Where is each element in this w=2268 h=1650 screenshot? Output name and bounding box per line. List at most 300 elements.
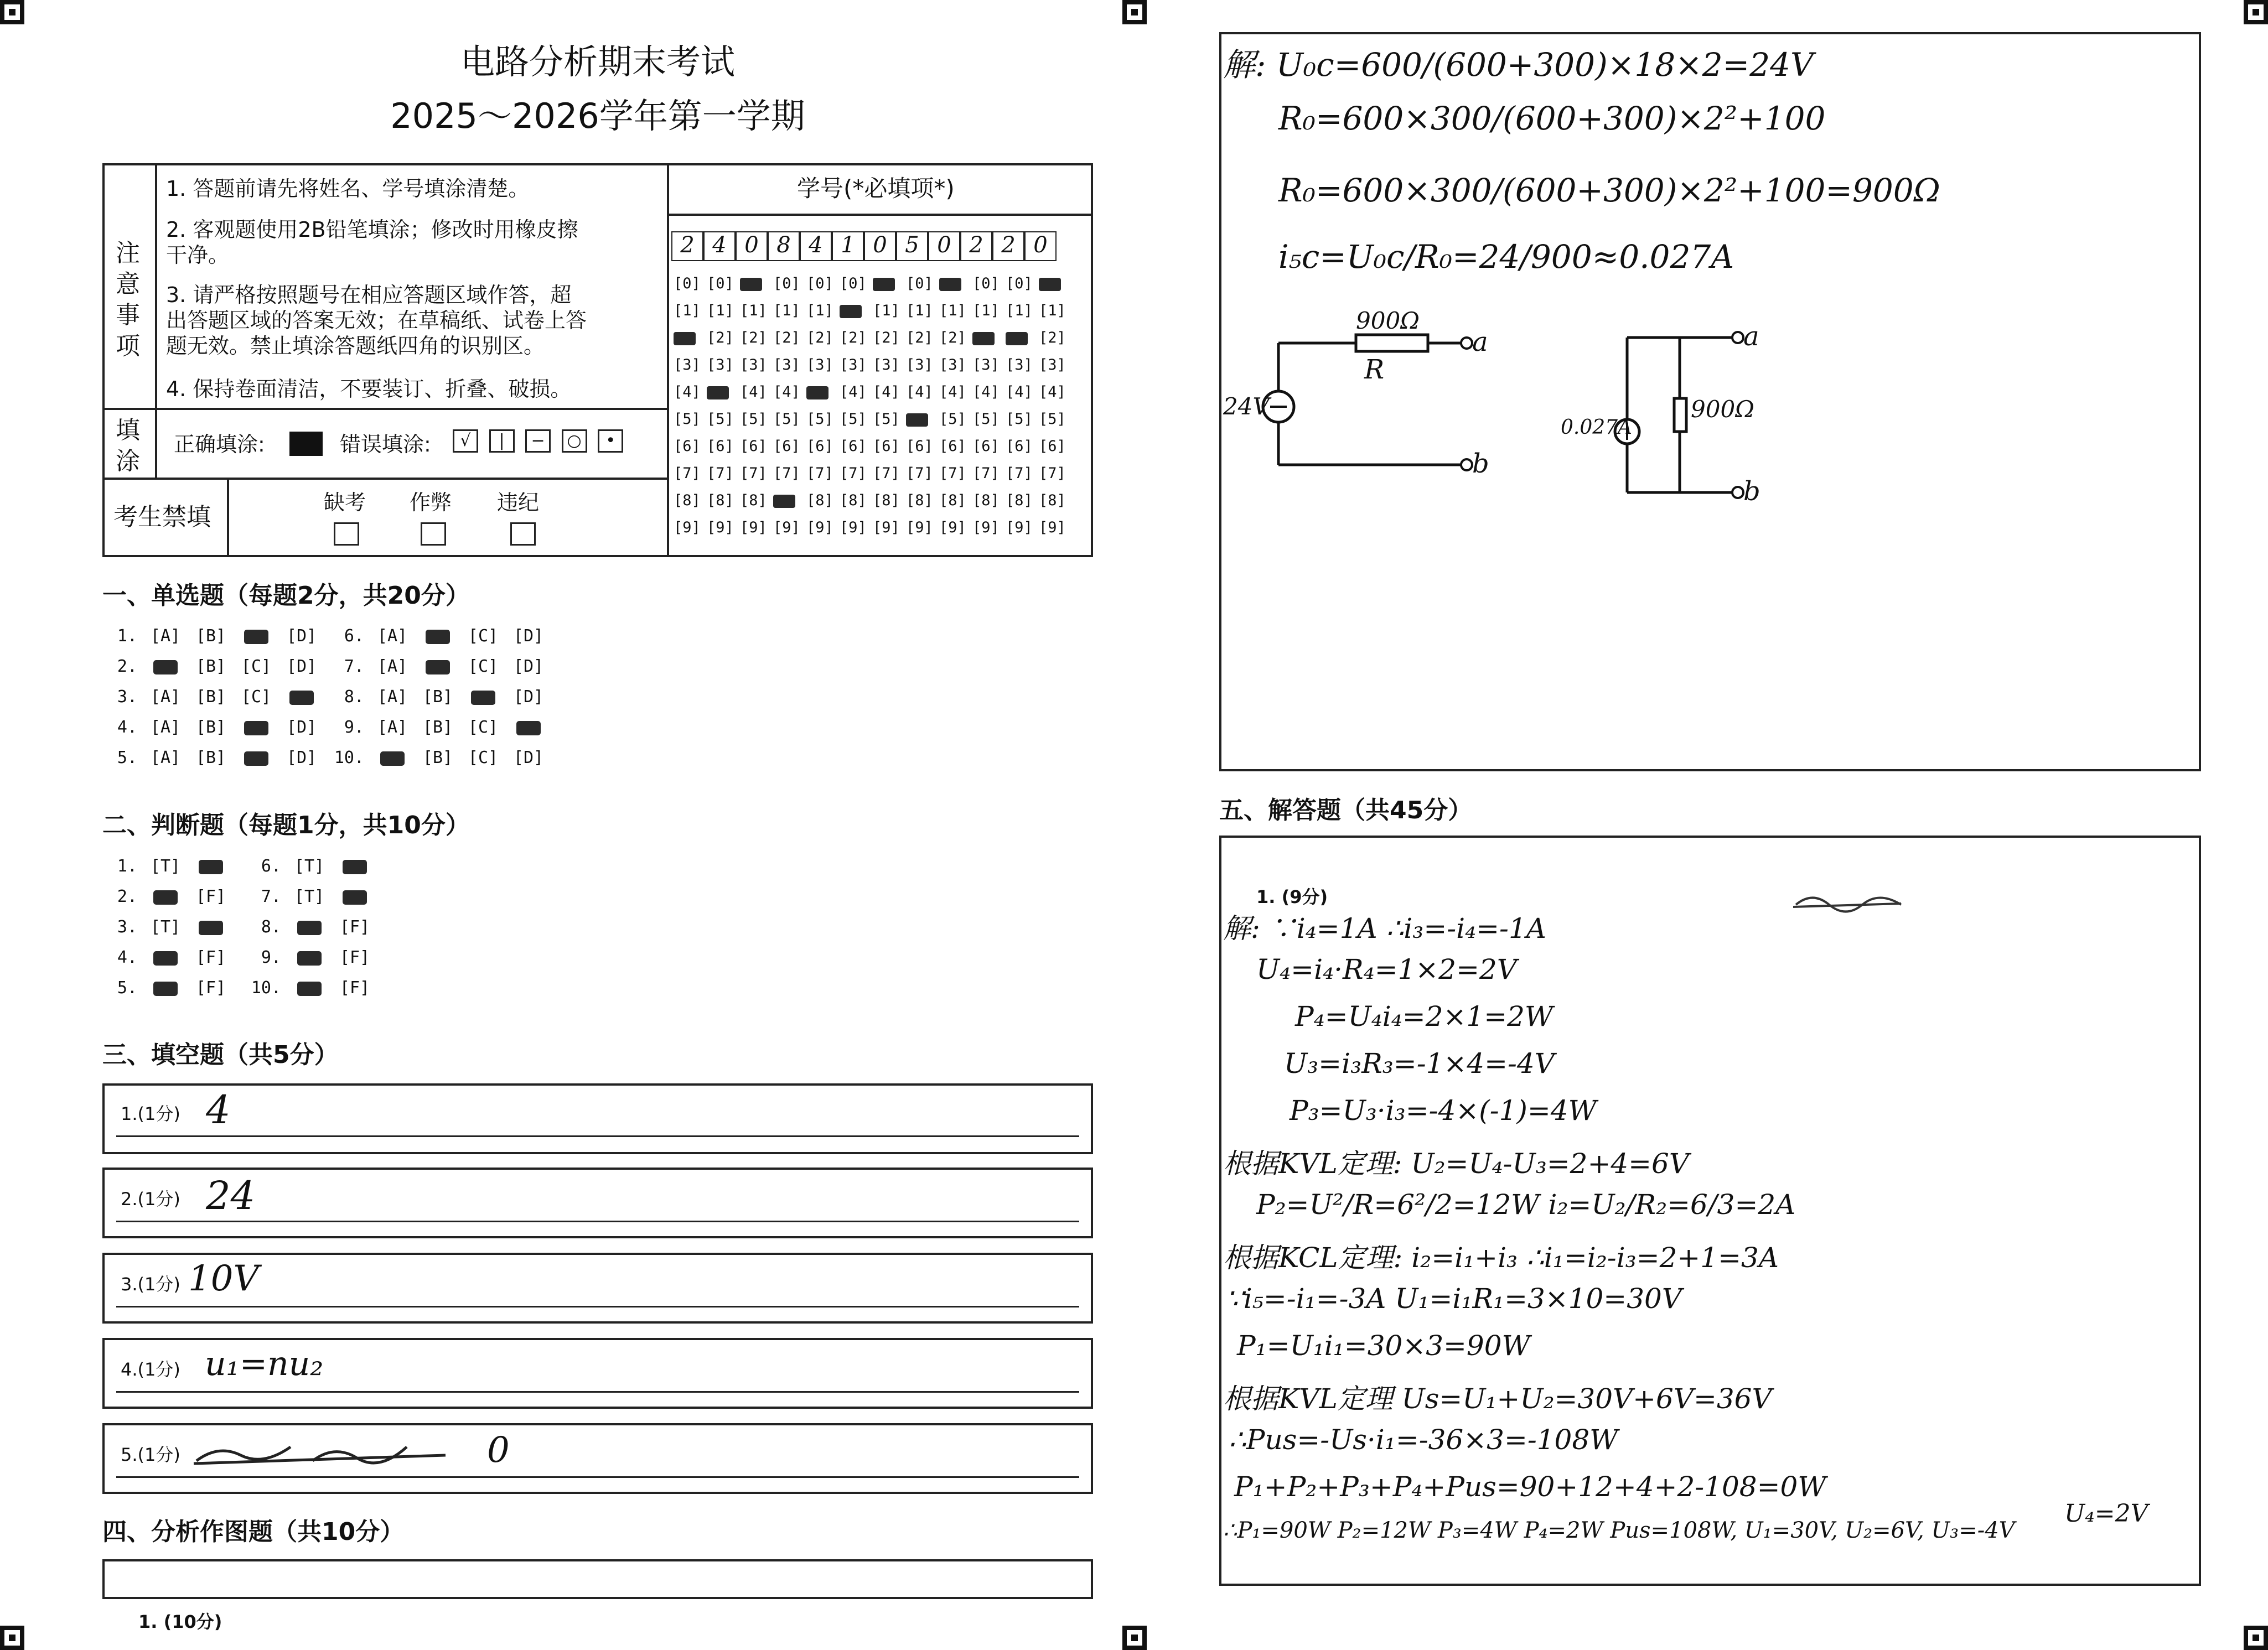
id-bubble-row — [674, 383, 1072, 401]
question-number: 2. — [117, 887, 137, 906]
id-digit: 2 — [960, 231, 992, 261]
id-bubble[interactable]: [7] — [840, 465, 867, 482]
id-bubble[interactable]: [1] — [972, 302, 1000, 319]
id-bubble[interactable]: [6] — [1006, 438, 1033, 455]
banned-violation-checkbox[interactable] — [510, 522, 536, 546]
id-bubble[interactable]: [2] — [1039, 329, 1066, 346]
id-bubble[interactable]: [1] — [674, 302, 701, 319]
id-bubble-filled[interactable] — [1006, 329, 1039, 346]
option-filled[interactable] — [297, 951, 322, 966]
id-bubble[interactable]: [8] — [740, 492, 767, 509]
id-bubble[interactable]: [5] — [707, 411, 734, 428]
filled-mark — [840, 305, 862, 318]
section-fill-blank-title: 三、填空题（共5分） — [102, 1041, 339, 1069]
id-bubble[interactable]: [5] — [674, 411, 701, 428]
option-a[interactable]: [A] — [150, 748, 181, 767]
notice-item-2: 2. 客观题使用2B铅笔填涂；修改时用橡皮擦 — [166, 217, 578, 242]
id-bubble[interactable]: [0] — [906, 275, 933, 292]
corner-mark-top-left — [0, 0, 24, 24]
id-bubble[interactable]: [5] — [873, 411, 900, 428]
id-bubble[interactable]: [0] — [840, 275, 867, 292]
option-b[interactable]: [B] — [422, 718, 453, 737]
id-bubble[interactable]: [9] — [1006, 519, 1033, 536]
option-c[interactable]: [C] — [468, 748, 499, 767]
id-bubble[interactable]: [3] — [806, 356, 833, 373]
option-d[interactable]: [D] — [513, 657, 544, 676]
question-number: 8. — [261, 917, 281, 937]
option-filled[interactable] — [289, 691, 314, 705]
essay-line: U₃=i₃R₃=-1×4=-4V — [1284, 1047, 1555, 1080]
option-b[interactable]: [B] — [195, 718, 226, 737]
question-number: 5. — [117, 978, 137, 998]
id-bubble-filled[interactable] — [873, 275, 906, 292]
option-filled[interactable] — [244, 721, 268, 735]
option-b[interactable]: [B] — [422, 687, 453, 707]
circuit-terminal-b: b — [1472, 448, 1489, 479]
id-bubble[interactable]: [2] — [840, 329, 867, 346]
id-digit: 4 — [703, 231, 736, 261]
option-filled[interactable] — [471, 691, 495, 705]
id-bubble[interactable]: [6] — [873, 438, 900, 455]
fill-blank-box-1 — [102, 1083, 1093, 1154]
id-bubble[interactable]: [3] — [773, 356, 800, 373]
id-bubble[interactable]: [4] — [873, 383, 900, 401]
option-f[interactable]: [F] — [195, 887, 226, 906]
answer-line — [116, 1391, 1079, 1393]
essay-line: U₄=i₄·R₄=1×2=2V — [1256, 953, 1517, 985]
notice-item-3: 3. 请严格按照题号在相应答题区域作答，超 — [166, 283, 572, 307]
fill-blank-label-1: 1.(1分) — [121, 1103, 180, 1124]
id-bubble[interactable]: [2] — [873, 329, 900, 346]
circuit-terminal-a: a — [1472, 326, 1488, 357]
option-filled[interactable] — [153, 890, 178, 905]
section-analysis-title: 四、分析作图题（共10分） — [102, 1518, 405, 1546]
id-bubble[interactable]: [7] — [873, 465, 900, 482]
id-bubble[interactable]: [1] — [1006, 302, 1033, 319]
tf-question-row — [249, 887, 377, 906]
tf-question-row — [249, 948, 377, 967]
tf-question-row — [249, 978, 377, 998]
id-bubble[interactable]: [4] — [1039, 383, 1066, 401]
mcq-question-row — [105, 718, 324, 737]
filled-mark — [740, 278, 762, 291]
id-bubble[interactable]: [8] — [939, 492, 966, 509]
option-c[interactable]: [C] — [468, 626, 499, 646]
option-a[interactable]: [A] — [377, 626, 408, 646]
id-bubble[interactable]: [1] — [873, 302, 900, 319]
id-bubble[interactable]: [7] — [939, 465, 966, 482]
circuit-source-label: 24V — [1223, 393, 1270, 420]
id-bubble[interactable]: [7] — [707, 465, 734, 482]
id-bubble[interactable]: [1] — [939, 302, 966, 319]
id-bubble[interactable]: [6] — [972, 438, 1000, 455]
option-d[interactable]: [D] — [286, 657, 317, 676]
id-bubble[interactable]: [6] — [806, 438, 833, 455]
id-bubble[interactable]: [1] — [740, 302, 767, 319]
wrong-sample-check: √ — [453, 429, 478, 453]
id-bubble[interactable]: [2] — [806, 329, 833, 346]
essay-line: P₄=U₄i₄=2×1=2W — [1295, 1000, 1554, 1032]
divider — [102, 408, 668, 410]
essay-line: ∵i₅=-i₁=-3A U₁=i₁R₁=3×10=30V — [1226, 1283, 1682, 1315]
option-filled[interactable] — [297, 921, 322, 935]
id-bubble[interactable]: [4] — [939, 383, 966, 401]
question-number: 9. — [261, 948, 281, 967]
id-bubble[interactable]: [9] — [840, 519, 867, 536]
id-bubble[interactable]: [9] — [740, 519, 767, 536]
divider — [667, 214, 1093, 216]
option-f[interactable]: [F] — [339, 948, 370, 967]
thevenin-line-3: R₀=600×300/(600+300)×2²+100=900Ω — [1278, 172, 1940, 209]
option-c[interactable]: [C] — [241, 657, 272, 676]
option-filled[interactable] — [426, 660, 450, 674]
id-bubble[interactable]: [0] — [972, 275, 1000, 292]
norton-source-label: 0.027A — [1561, 416, 1633, 439]
id-bubble[interactable]: [8] — [806, 492, 833, 509]
id-digit: 2 — [992, 231, 1024, 261]
mcq-question-row — [105, 748, 324, 767]
option-d[interactable]: [D] — [286, 626, 317, 646]
option-a[interactable]: [A] — [150, 718, 181, 737]
id-bubble[interactable]: [4] — [773, 383, 800, 401]
id-bubble[interactable]: [3] — [906, 356, 933, 373]
id-bubble[interactable]: [9] — [939, 519, 966, 536]
id-bubble-filled[interactable] — [939, 275, 972, 292]
id-bubble[interactable]: [4] — [972, 383, 1000, 401]
id-bubble[interactable]: [1] — [906, 302, 933, 319]
divider — [227, 478, 229, 557]
question-number: 10. — [251, 978, 281, 998]
filled-mark — [674, 332, 696, 345]
fill-blank-label-3: 3.(1分) — [121, 1274, 180, 1295]
answer-line — [116, 1221, 1079, 1222]
mcq-question-row — [105, 657, 324, 676]
id-bubble[interactable]: [6] — [840, 438, 867, 455]
option-a[interactable]: [A] — [150, 626, 181, 646]
id-bubble[interactable]: [8] — [1039, 492, 1066, 509]
option-filled[interactable] — [199, 860, 223, 874]
id-bubble[interactable]: [3] — [707, 356, 734, 373]
id-bubble[interactable]: [4] — [740, 383, 767, 401]
tf-question-row — [249, 917, 377, 937]
id-bubble-row — [674, 329, 1072, 346]
fill-wrong-samples — [453, 429, 623, 453]
option-filled[interactable] — [343, 890, 367, 905]
option-f[interactable]: [F] — [195, 948, 226, 967]
essay-line: ∴Pus=-Us·i₁=-36×3=-108W — [1229, 1424, 1618, 1456]
id-bubble[interactable]: [1] — [1039, 302, 1066, 319]
fill-correct-sample — [289, 432, 323, 456]
notice-label: 注意事项 — [116, 239, 140, 360]
option-d[interactable]: [D] — [286, 718, 317, 737]
id-bubble[interactable]: [5] — [1039, 411, 1066, 428]
id-bubble[interactable]: [6] — [906, 438, 933, 455]
option-c[interactable]: [C] — [468, 718, 499, 737]
norton-terminal-a: a — [1743, 321, 1759, 352]
id-bubble-row — [674, 438, 1072, 455]
divider — [155, 163, 157, 409]
id-bubble[interactable]: [5] — [773, 411, 800, 428]
id-bubble[interactable]: [7] — [674, 465, 701, 482]
banned-cheat-checkbox[interactable] — [421, 522, 446, 546]
id-bubble[interactable]: [4] — [906, 383, 933, 401]
option-d[interactable]: [D] — [286, 748, 317, 767]
id-bubble[interactable]: [2] — [740, 329, 767, 346]
question-number: 6. — [261, 857, 281, 876]
id-bubble[interactable]: [8] — [707, 492, 734, 509]
id-bubble[interactable]: [7] — [806, 465, 833, 482]
id-bubble-row — [674, 492, 1072, 509]
question-number: 3. — [117, 917, 137, 937]
id-bubble[interactable]: [5] — [972, 411, 1000, 428]
id-bubble[interactable]: [6] — [674, 438, 701, 455]
id-bubble[interactable]: [3] — [840, 356, 867, 373]
id-bubble[interactable]: [7] — [773, 465, 800, 482]
mcq-question-row — [105, 687, 324, 707]
fill-wrong-label: 错误填涂: — [340, 432, 431, 456]
option-filled[interactable] — [297, 982, 322, 996]
option-t[interactable]: [T] — [294, 857, 325, 876]
id-bubble[interactable]: [6] — [1039, 438, 1066, 455]
wrong-sample-bar: | — [489, 429, 515, 453]
option-f[interactable]: [F] — [339, 917, 370, 937]
option-d[interactable]: [D] — [513, 748, 544, 767]
essay-line: P₁=U₁i₁=30×3=90W — [1237, 1330, 1530, 1362]
option-filled[interactable] — [343, 860, 367, 874]
id-bubble[interactable]: [8] — [1006, 492, 1033, 509]
notice-item-2b: 干净。 — [166, 243, 230, 267]
option-a[interactable]: [A] — [377, 718, 408, 737]
corner-mark-bottom-left — [0, 1626, 24, 1650]
id-bubble[interactable]: [0] — [674, 275, 701, 292]
circuit-r-label: 900Ω — [1356, 307, 1420, 334]
question-number: 5. — [117, 748, 137, 767]
section-true-false-title: 二、判断题（每题1分，共10分） — [102, 811, 470, 839]
exam-title: 电路分析期末考试 — [460, 41, 735, 82]
option-t[interactable]: [T] — [150, 857, 181, 876]
thevenin-line-2: R₀=600×300/(600+300)×2²+100 — [1278, 100, 1826, 137]
filled-mark — [906, 413, 928, 427]
id-bubble-filled[interactable] — [906, 411, 939, 428]
thevenin-line-4: i₅c=U₀c/R₀=24/900≈0.027A — [1278, 238, 1734, 276]
option-c[interactable]: [C] — [241, 687, 272, 707]
option-a[interactable]: [A] — [377, 657, 408, 676]
crossed-out-answer-scribble — [191, 1433, 451, 1483]
question-number: 1. — [117, 857, 137, 876]
id-bubble[interactable]: [5] — [1006, 411, 1033, 428]
id-bubble[interactable]: [2] — [773, 329, 800, 346]
option-d[interactable]: [D] — [513, 687, 544, 707]
id-bubble[interactable]: [3] — [939, 356, 966, 373]
banned-absent-label: 缺考 — [324, 490, 366, 515]
filled-mark — [707, 386, 729, 399]
option-t[interactable]: [T] — [150, 917, 181, 937]
question-number: 7. — [261, 887, 281, 906]
essay-line: P₂=U²/R=6²/2=12W i₂=U₂/R₂=6/3=2A — [1256, 1189, 1796, 1221]
id-bubble[interactable]: [8] — [873, 492, 900, 509]
option-f[interactable]: [F] — [339, 978, 370, 998]
fill-blank-label-4: 4.(1分) — [121, 1359, 180, 1380]
fill-blank-answer-1: 4 — [206, 1087, 231, 1133]
id-bubble[interactable]: [9] — [906, 519, 933, 536]
id-bubble-filled[interactable] — [740, 275, 773, 292]
id-bubble[interactable]: [0] — [707, 275, 734, 292]
wrong-sample-circle: ○ — [562, 429, 587, 453]
option-filled[interactable] — [199, 921, 223, 935]
wrong-sample-dash: − — [525, 429, 551, 453]
corner-mark-bottom-center — [1122, 1626, 1147, 1650]
id-bubble[interactable]: [0] — [773, 275, 800, 292]
id-bubble[interactable]: [9] — [1039, 519, 1066, 536]
corner-mark-bottom-right — [2244, 1626, 2268, 1650]
section-single-choice-title: 一、单选题（每题2分，共20分） — [102, 582, 470, 610]
option-t[interactable]: [T] — [294, 887, 325, 906]
id-bubble[interactable]: [4] — [1006, 383, 1033, 401]
id-bubble[interactable]: [7] — [740, 465, 767, 482]
id-bubble[interactable]: [2] — [906, 329, 933, 346]
notice-item-1: 1. 答题前请先将姓名、学号填涂清楚。 — [166, 177, 530, 201]
option-f[interactable]: [F] — [195, 978, 226, 998]
id-bubble-row — [674, 519, 1072, 536]
question-number: 1. — [117, 626, 137, 646]
question-number: 8. — [344, 687, 364, 707]
question-number: 4. — [117, 718, 137, 737]
id-bubble-filled[interactable] — [674, 329, 707, 346]
id-bubble[interactable]: [9] — [707, 519, 734, 536]
id-bubble[interactable]: [2] — [939, 329, 966, 346]
id-bubble[interactable]: [0] — [1006, 275, 1033, 292]
id-bubble[interactable]: [3] — [1006, 356, 1033, 373]
student-id-label: 学号(*必填项*) — [797, 175, 955, 202]
id-bubble[interactable]: [1] — [806, 302, 833, 319]
option-b[interactable]: [B] — [422, 748, 453, 767]
id-bubble[interactable]: [3] — [674, 356, 701, 373]
answer-line — [116, 1135, 1079, 1137]
id-bubble[interactable]: [6] — [740, 438, 767, 455]
essay-line: P₃=U₃·i₃=-4×(-1)=4W — [1290, 1094, 1597, 1127]
id-bubble-filled[interactable] — [773, 492, 806, 509]
id-bubble[interactable]: [8] — [906, 492, 933, 509]
circuit-r-name: R — [1364, 354, 1385, 385]
tf-question-row — [105, 917, 234, 937]
question-number: 6. — [344, 626, 364, 646]
id-bubble[interactable]: [6] — [939, 438, 966, 455]
essay-line: ∴P₁=90W P₂=12W P₃=4W P₄=2W Pus=108W, U₁=30V, U₂=6V, U₃=-4V — [1223, 1518, 2015, 1543]
id-bubble-filled[interactable] — [1039, 275, 1072, 292]
option-filled[interactable] — [244, 630, 268, 644]
banned-absent-checkbox[interactable] — [334, 522, 359, 546]
id-digit: 0 — [864, 231, 896, 261]
id-bubble[interactable]: [4] — [840, 383, 867, 401]
id-bubble[interactable]: [5] — [740, 411, 767, 428]
crossed-out-scribble — [1793, 888, 1904, 921]
id-bubble[interactable]: [3] — [740, 356, 767, 373]
option-filled[interactable] — [516, 721, 541, 735]
id-bubble[interactable]: [9] — [773, 519, 800, 536]
option-b[interactable]: [B] — [195, 626, 226, 646]
norton-terminal-b: b — [1743, 476, 1760, 507]
id-bubble[interactable]: [7] — [1006, 465, 1033, 482]
option-filled[interactable] — [153, 660, 178, 674]
option-filled[interactable] — [380, 751, 405, 766]
fill-blank-label-2: 2.(1分) — [121, 1189, 180, 1210]
option-filled[interactable] — [153, 951, 178, 966]
id-bubble-row — [674, 356, 1072, 373]
id-bubble[interactable]: [6] — [773, 438, 800, 455]
mcq-question-row — [332, 748, 551, 767]
id-bubble-filled[interactable] — [972, 329, 1006, 346]
id-bubble[interactable]: [1] — [707, 302, 734, 319]
id-digit: 8 — [768, 231, 800, 261]
option-filled[interactable] — [153, 982, 178, 996]
id-bubble[interactable]: [8] — [972, 492, 1000, 509]
mcq-question-row — [332, 657, 551, 676]
id-bubble[interactable]: [6] — [707, 438, 734, 455]
option-d[interactable]: [D] — [513, 626, 544, 646]
id-bubble[interactable]: [8] — [674, 492, 701, 509]
id-bubble[interactable]: [9] — [806, 519, 833, 536]
section-essay-title: 五、解答题（共45分） — [1219, 796, 1473, 824]
id-bubble[interactable]: [5] — [806, 411, 833, 428]
id-bubble[interactable]: [0] — [806, 275, 833, 292]
option-b[interactable]: [B] — [195, 748, 226, 767]
option-b[interactable]: [B] — [195, 657, 226, 676]
notice-item-4: 4. 保持卷面清洁，不要装订、折叠、破损。 — [166, 377, 572, 401]
id-bubble[interactable]: [3] — [972, 356, 1000, 373]
student-id-digit-boxes — [671, 231, 1057, 262]
id-bubble-filled[interactable] — [840, 302, 873, 319]
fill-label: 填涂 — [116, 416, 140, 475]
fill-blank-label-5: 5.(1分) — [121, 1444, 180, 1465]
id-bubble[interactable]: [7] — [972, 465, 1000, 482]
option-a[interactable]: [A] — [377, 687, 408, 707]
option-filled[interactable] — [426, 630, 450, 644]
id-bubble[interactable]: [9] — [674, 519, 701, 536]
option-a[interactable]: [A] — [150, 687, 181, 707]
question-number: 3. — [117, 687, 137, 707]
id-bubble[interactable]: [7] — [906, 465, 933, 482]
banned-cheat-label: 作弊 — [410, 490, 452, 515]
id-bubble[interactable]: [5] — [840, 411, 867, 428]
id-bubble[interactable]: [3] — [1039, 356, 1066, 373]
id-bubble[interactable]: [1] — [773, 302, 800, 319]
essay-line: 根据KVL定理: U₂=U₄-U₃=2+4=6V — [1223, 1148, 1689, 1180]
id-bubble-filled[interactable] — [806, 383, 840, 401]
filled-mark — [1039, 278, 1061, 291]
id-digit: 5 — [896, 231, 928, 261]
filled-mark — [806, 386, 829, 399]
option-filled[interactable] — [244, 751, 268, 766]
essay-side-note: U₄=2V — [2064, 1499, 2148, 1528]
option-b[interactable]: [B] — [195, 687, 226, 707]
id-bubble[interactable]: [9] — [873, 519, 900, 536]
essay-line: P₁+P₂+P₃+P₄+Pus=90+12+4+2-108=0W — [1234, 1471, 1826, 1503]
notice-item-3b: 出答题区域的答案无效；在草稿纸、试卷上答 — [166, 308, 587, 333]
id-bubble[interactable]: [5] — [939, 411, 966, 428]
id-bubble[interactable]: [2] — [707, 329, 734, 346]
fill-blank-answer-4: u₁=nu₂ — [205, 1345, 324, 1383]
id-bubble-filled[interactable] — [707, 383, 740, 401]
option-c[interactable]: [C] — [468, 657, 499, 676]
id-bubble[interactable]: [9] — [972, 519, 1000, 536]
id-bubble[interactable]: [8] — [840, 492, 867, 509]
id-bubble[interactable]: [7] — [1039, 465, 1066, 482]
exam-term: 2025～2026学年第一学期 — [390, 96, 805, 136]
id-bubble[interactable]: [4] — [674, 383, 701, 401]
id-bubble[interactable]: [3] — [873, 356, 900, 373]
mcq-question-row — [332, 626, 551, 646]
fill-blank-answer-5: 0 — [487, 1430, 510, 1471]
